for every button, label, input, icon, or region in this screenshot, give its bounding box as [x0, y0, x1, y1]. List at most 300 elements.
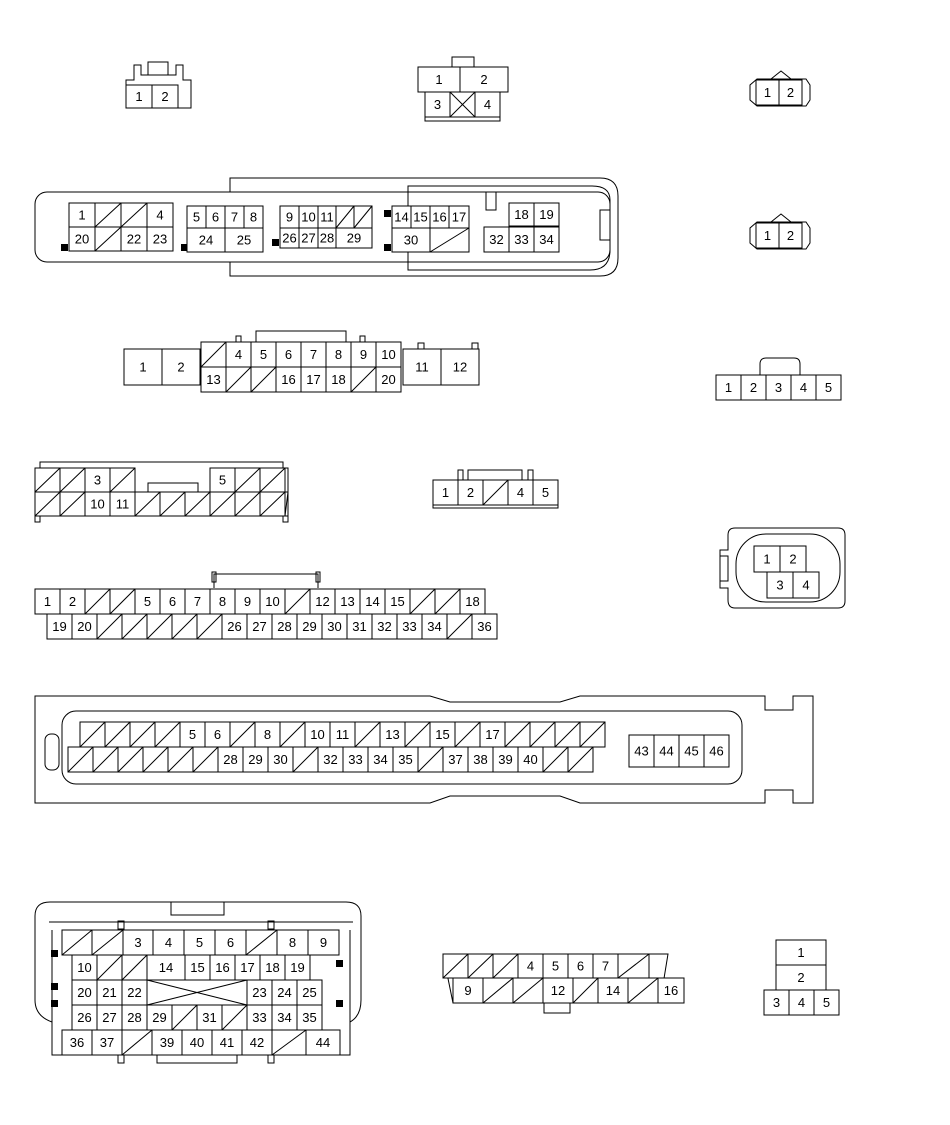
pin-cell	[301, 342, 326, 367]
pin-number: 14	[365, 594, 380, 609]
pin-number: 18	[331, 372, 346, 387]
pin-number: 13	[206, 372, 221, 387]
pin-cell	[147, 980, 247, 1005]
pin-cell	[121, 227, 147, 251]
pin-cell	[60, 468, 85, 492]
connector-4pin-a	[418, 67, 508, 117]
pin-number: 5	[195, 935, 204, 950]
pin-number: 22	[126, 231, 142, 247]
pin-cell	[185, 955, 210, 980]
pin-cell	[123, 930, 153, 955]
pin-number: 10	[381, 347, 396, 362]
pin-number: 5	[192, 209, 201, 225]
pin-number: 5	[259, 347, 268, 362]
pin-cell	[450, 92, 475, 117]
pin-cell	[135, 589, 160, 614]
pin-cell	[301, 367, 326, 392]
pin-number: 9	[319, 935, 328, 950]
pin-cell	[534, 227, 559, 252]
pin-number: 20	[77, 985, 92, 1000]
pin-number: 1	[139, 359, 147, 375]
pin-cell	[441, 349, 479, 385]
pin-number: 16	[215, 960, 230, 975]
pin-cell	[293, 747, 318, 772]
pin-number: 27	[301, 230, 316, 246]
pin-cell	[716, 375, 741, 400]
pin-number: 28	[127, 1010, 142, 1025]
pin-cell	[756, 80, 779, 105]
pin-cell	[187, 206, 206, 228]
pin-cell	[235, 492, 260, 516]
pin-cell	[226, 367, 251, 392]
pin-number: 40	[189, 1035, 205, 1050]
pin-number: 37	[99, 1035, 115, 1050]
pin-cell	[480, 722, 505, 747]
pin-cell	[543, 978, 573, 1003]
pin-cell	[305, 722, 330, 747]
pin-cell	[299, 206, 318, 228]
connector-36pin	[35, 589, 497, 639]
pin-number: 26	[282, 230, 297, 246]
pin-cell	[147, 203, 173, 227]
pin-number: 10	[90, 496, 105, 512]
pin-number: 3	[93, 472, 102, 488]
pin-number: 8	[334, 347, 343, 362]
connector-44pin	[62, 930, 340, 1055]
pin-number: 6	[226, 935, 235, 950]
pin-cell	[285, 589, 310, 614]
pin-number: 29	[248, 752, 263, 767]
connector-46pin	[68, 722, 729, 772]
pin-number: 32	[489, 232, 504, 247]
pin-number: 31	[352, 619, 367, 634]
pin-cell	[272, 1030, 306, 1055]
pin-cell	[62, 1030, 92, 1055]
pin-number: 21	[102, 985, 117, 1000]
pin-number: 15	[390, 594, 405, 609]
pin-cell	[260, 955, 285, 980]
pin-cell	[172, 1005, 197, 1030]
pin-number: 13	[340, 594, 355, 609]
pin-number: 4	[156, 207, 164, 223]
pin-number: 1	[135, 89, 143, 104]
pin-cell	[573, 978, 598, 1003]
pin-cell	[85, 589, 110, 614]
pin-cell	[243, 747, 268, 772]
pin-number: 11	[415, 359, 429, 375]
pin-cell	[336, 206, 354, 228]
pin-number: 23	[152, 231, 168, 247]
pin-cell	[530, 722, 555, 747]
pin-cell	[568, 954, 593, 978]
pin-cell	[152, 85, 178, 108]
pin-cell	[225, 206, 244, 228]
pin-cell	[197, 614, 222, 639]
pin-number: 7	[601, 958, 610, 974]
pin-cell	[368, 747, 393, 772]
pin-cell	[658, 978, 684, 1003]
pin-number: 16	[281, 372, 296, 387]
pin-number: 30	[273, 752, 288, 767]
pin-cell	[767, 572, 793, 598]
pin-number: 28	[277, 619, 292, 634]
pin-cell	[347, 614, 372, 639]
pin-cell	[754, 546, 780, 572]
pin-cell	[458, 480, 483, 505]
pin-cell	[776, 940, 826, 965]
pin-cell	[764, 990, 789, 1015]
pin-cell	[780, 546, 806, 572]
pin-cell	[122, 955, 147, 980]
pin-number: 43	[634, 743, 649, 759]
pin-cell	[533, 480, 558, 505]
pin-number: 22	[127, 985, 142, 1000]
pin-cell	[85, 492, 110, 516]
pin-cell	[185, 589, 210, 614]
pin-cell	[299, 228, 318, 248]
pin-number: 17	[451, 209, 467, 225]
pin-cell	[247, 614, 272, 639]
pin-number: 32	[323, 752, 338, 767]
pin-number: 4	[802, 577, 810, 593]
pin-cell	[509, 203, 534, 226]
pin-cell	[185, 492, 210, 516]
pin-cell	[351, 367, 376, 392]
pin-number: 44	[659, 743, 674, 759]
pin-number: 7	[193, 594, 202, 609]
pin-cell	[679, 735, 704, 767]
pin-cell	[280, 722, 305, 747]
pin-number: 6	[168, 594, 177, 609]
pin-cell	[215, 930, 246, 955]
pin-cell	[518, 747, 543, 772]
pin-number: 6	[284, 347, 293, 362]
pin-number: 1	[763, 228, 772, 243]
connector-2pin-a	[126, 85, 178, 108]
pin-cell	[92, 1030, 122, 1055]
connector-20pin	[124, 342, 479, 392]
pin-cell	[654, 735, 679, 767]
pin-cell	[335, 589, 360, 614]
pin-cell	[310, 589, 335, 614]
pin-number: 2	[480, 72, 488, 87]
pin-number: 5	[218, 472, 227, 488]
pin-cell	[297, 614, 322, 639]
pin-number: 5	[822, 995, 831, 1010]
pin-cell	[354, 206, 372, 228]
pin-number: 15	[435, 727, 450, 742]
pin-number: 10	[301, 209, 316, 225]
pin-number: 12	[452, 359, 468, 375]
pin-cell	[483, 978, 513, 1003]
pin-cell	[425, 92, 450, 117]
pin-cell	[69, 227, 95, 251]
connector-16pin-dlc	[443, 954, 684, 1003]
pin-number: 24	[198, 232, 214, 248]
pin-cell	[403, 349, 441, 385]
pin-cell	[60, 492, 85, 516]
pin-cell	[68, 747, 93, 772]
pin-cell	[122, 1005, 147, 1030]
pin-cell	[218, 747, 243, 772]
pin-cell	[814, 990, 839, 1015]
pin-cell	[543, 747, 568, 772]
pin-number: 4	[797, 995, 806, 1010]
pin-cell	[193, 747, 218, 772]
pin-number: 20	[381, 372, 396, 387]
pin-cell	[152, 1030, 182, 1055]
pin-number: 2	[68, 594, 77, 609]
pin-cell	[60, 589, 85, 614]
pin-cell	[69, 203, 95, 227]
pin-number: 5	[188, 727, 197, 742]
pin-cell	[776, 965, 826, 990]
pin-cell	[322, 614, 347, 639]
pin-cell	[130, 722, 155, 747]
pin-number: 39	[498, 752, 513, 767]
pin-number: 34	[277, 1010, 292, 1025]
pin-cell	[155, 722, 180, 747]
pin-number: 35	[302, 1010, 317, 1025]
pin-cell	[318, 228, 336, 248]
pin-cell	[244, 206, 263, 228]
pin-number: 17	[306, 372, 321, 387]
pin-number: 45	[684, 743, 699, 759]
pin-cell	[392, 228, 430, 252]
pin-cell	[430, 228, 469, 252]
pin-number: 3	[433, 97, 442, 112]
pin-number: 9	[464, 983, 472, 998]
pin-number: 38	[473, 752, 488, 767]
pin-number: 1	[724, 380, 733, 395]
pin-cell	[124, 349, 162, 385]
pin-number: 2	[177, 359, 185, 375]
pin-cell	[766, 375, 791, 400]
pin-cell	[180, 722, 205, 747]
pin-number: 16	[432, 209, 447, 225]
pin-number: 3	[772, 995, 781, 1010]
pin-cell	[72, 980, 97, 1005]
pin-cell	[534, 203, 559, 226]
pin-cell	[372, 614, 397, 639]
pin-number: 42	[249, 1035, 265, 1050]
pin-number: 3	[774, 380, 783, 395]
pin-cell	[629, 735, 654, 767]
pin-number: 2	[786, 228, 795, 243]
pin-cell	[147, 614, 172, 639]
pin-cell	[272, 1005, 297, 1030]
pin-cell	[741, 375, 766, 400]
pin-cell	[105, 722, 130, 747]
pin-number: 33	[348, 752, 363, 767]
pin-cell	[779, 223, 802, 248]
pin-cell	[618, 954, 649, 978]
pin-cell	[268, 747, 293, 772]
pin-cell	[280, 228, 299, 248]
pin-cell	[411, 206, 430, 228]
pin-number: 11	[320, 209, 334, 225]
pin-number: 8	[288, 935, 297, 950]
pin-number: 1	[763, 85, 772, 100]
pin-number: 2	[786, 85, 795, 100]
pin-cell	[255, 722, 280, 747]
pin-cell	[210, 955, 235, 980]
pin-cell	[410, 589, 435, 614]
pin-number: 10	[310, 727, 325, 742]
pin-number: 18	[465, 594, 480, 609]
connector-5pin-b	[433, 480, 558, 505]
pin-number: 5	[541, 485, 550, 500]
pin-number: 33	[252, 1010, 267, 1025]
pin-number: 33	[402, 619, 417, 634]
pin-cell	[247, 980, 272, 1005]
pin-number: 36	[477, 619, 492, 634]
pin-number: 9	[285, 209, 294, 225]
pin-cell	[222, 614, 247, 639]
pin-cell	[172, 614, 197, 639]
pin-number: 19	[539, 207, 554, 222]
pin-number: 15	[190, 960, 205, 975]
pin-cell	[330, 722, 355, 747]
pin-cell	[435, 589, 460, 614]
pin-cell	[468, 954, 493, 978]
pin-cell	[126, 85, 152, 108]
pin-cell	[593, 954, 618, 978]
pin-number: 30	[327, 619, 342, 634]
pin-number: 19	[52, 619, 67, 634]
pin-cell	[297, 980, 322, 1005]
pin-cell	[306, 1030, 340, 1055]
pin-number: 24	[277, 985, 292, 1000]
pin-number: 10	[77, 960, 92, 975]
pin-cell	[93, 747, 118, 772]
connector-4pin-oval	[754, 546, 819, 598]
pin-cell	[201, 367, 226, 392]
pin-cell	[95, 203, 121, 227]
pin-number: 10	[265, 594, 280, 609]
pin-number: 4	[516, 485, 525, 500]
pin-cell	[110, 589, 135, 614]
pin-cell	[449, 206, 469, 228]
pin-cell	[318, 747, 343, 772]
pin-number: 33	[514, 232, 529, 247]
pin-number: 25	[302, 985, 317, 1000]
pin-cell	[484, 227, 509, 252]
pin-cell	[147, 1005, 172, 1030]
pin-cell	[460, 67, 508, 92]
pin-cell	[376, 367, 401, 392]
pin-cell	[197, 1005, 222, 1030]
pin-number: 7	[309, 347, 318, 362]
connector-5pin-a	[716, 375, 841, 400]
pin-number: 34	[539, 232, 554, 247]
pin-cell	[508, 480, 533, 505]
pin-cell	[475, 92, 500, 117]
pin-cell	[62, 930, 92, 955]
pin-number: 1	[763, 551, 771, 567]
pin-cell	[447, 614, 472, 639]
pin-number: 29	[302, 619, 317, 634]
pin-cell	[118, 747, 143, 772]
connector-2pin-round-b	[756, 223, 802, 248]
pin-cell	[35, 468, 60, 492]
pin-number: 14	[605, 983, 621, 998]
pin-cell	[35, 492, 60, 516]
pin-cell	[162, 349, 200, 385]
pin-number: 8	[218, 594, 227, 609]
pin-cell	[246, 930, 277, 955]
pin-cell	[97, 614, 122, 639]
pin-number: 41	[219, 1035, 235, 1050]
pin-cell	[210, 492, 235, 516]
pin-number: 30	[403, 232, 419, 248]
pin-number: 6	[211, 209, 220, 225]
pin-cell	[343, 747, 368, 772]
pin-number: 18	[265, 960, 280, 975]
pin-cell	[385, 589, 410, 614]
pin-cell	[430, 722, 455, 747]
pin-number: 11	[335, 727, 350, 742]
pin-cell	[184, 930, 215, 955]
pin-number: 29	[152, 1010, 167, 1025]
pin-cell	[543, 954, 568, 978]
pin-number: 1	[441, 485, 450, 500]
pin-cell	[791, 375, 816, 400]
pin-cell	[122, 980, 147, 1005]
pin-cell	[160, 492, 185, 516]
pin-number: 2	[797, 970, 805, 985]
pin-cell	[376, 342, 401, 367]
pin-number: 6	[576, 958, 585, 974]
pin-cell	[230, 722, 255, 747]
pin-number: 25	[236, 232, 252, 248]
pin-cell	[326, 342, 351, 367]
pin-number: 8	[249, 209, 258, 225]
pin-cell	[260, 589, 285, 614]
pin-cell	[153, 930, 184, 955]
pin-number: 7	[230, 209, 239, 225]
pin-number: 40	[523, 752, 538, 767]
pin-number: 9	[243, 594, 252, 609]
pin-cell	[336, 228, 372, 248]
pin-cell	[483, 480, 508, 505]
pin-cell	[72, 1005, 97, 1030]
pin-cell	[816, 375, 841, 400]
pin-number: 13	[385, 727, 400, 742]
pin-cell	[72, 614, 97, 639]
pin-number: 46	[709, 743, 724, 759]
pin-number: 20	[74, 231, 90, 247]
pin-number: 4	[164, 935, 173, 950]
pin-number: 23	[252, 985, 267, 1000]
pin-number: 28	[319, 230, 335, 246]
pin-cell	[260, 468, 285, 492]
pin-number: 15	[413, 209, 428, 225]
pin-cell	[518, 954, 543, 978]
pin-cell	[72, 955, 97, 980]
pin-number: 34	[427, 619, 442, 634]
pin-cell	[122, 1030, 152, 1055]
pin-cell	[226, 342, 251, 367]
pin-cell	[380, 722, 405, 747]
pin-cell	[397, 614, 422, 639]
pin-cell	[433, 480, 458, 505]
pin-cell	[235, 468, 260, 492]
pin-number: 5	[824, 380, 833, 395]
pin-cell	[351, 342, 376, 367]
pin-cell	[360, 589, 385, 614]
pin-number: 8	[263, 727, 272, 742]
